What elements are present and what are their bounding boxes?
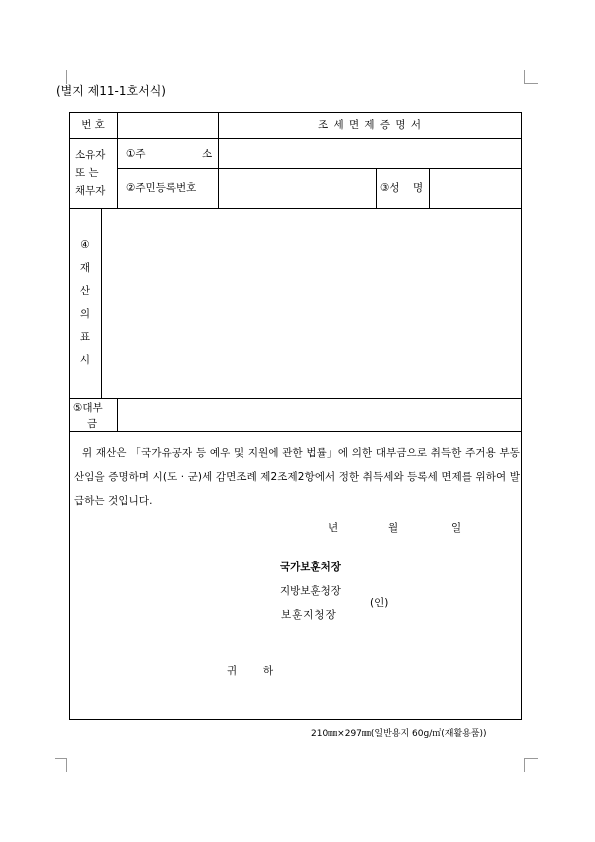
address-label-end: 소 [202, 148, 213, 160]
table-border-right [521, 112, 522, 720]
loan-label-2: 금 [87, 418, 98, 430]
col-divider [376, 168, 377, 208]
seal-mark: (인) [370, 597, 389, 609]
name-field[interactable] [430, 169, 521, 208]
date-year-label: 년 [328, 522, 339, 534]
name-label-end: 명 [413, 182, 424, 194]
resident-number-label: ②주민등록번호 [126, 182, 197, 194]
table-border-bottom [69, 719, 522, 720]
recipient-label-1: 귀 [227, 665, 238, 677]
form-label: (별지 제11-1호서식) [56, 84, 166, 98]
property-label-5: 표 [79, 331, 91, 343]
document-title: 조 세 면 제 증 명 서 [317, 119, 423, 131]
crop-mark [66, 70, 67, 84]
loan-label-1: ⑤대부 [73, 402, 103, 414]
issuer-branch: 보훈지청장 [281, 609, 337, 621]
row-divider [69, 431, 522, 432]
address-field[interactable] [219, 139, 521, 168]
property-label-2: 재 [79, 262, 91, 274]
crop-mark [524, 83, 538, 84]
col-divider [117, 112, 118, 208]
owner-label-2: 또 는 [75, 167, 99, 179]
property-label-4: 의 [79, 308, 91, 320]
name-label: ③성 [380, 182, 400, 194]
date-month-label: 월 [388, 522, 399, 534]
certification-paragraph: 위 재산은 「국가유공자 등 예우 및 지원에 관한 법률」에 의한 대부금으로 취득한 주거용 부동산임을 증명하며 시(도 · 군)세 감면조례 제2조제2항에서 정한 취득세와 등록세 면제를 위하여 발급하는 것입니다. [74, 447, 520, 507]
paper-spec: 210㎜×297㎜(일반용지 60g/㎡(재활용품)) [311, 729, 487, 739]
owner-label-1: 소유자 [75, 149, 106, 161]
address-label: ①주 [126, 148, 146, 160]
table-border-left [69, 112, 70, 720]
property-label-3: 산 [79, 285, 91, 297]
issuer-regional: 지방보훈청장 [280, 585, 341, 597]
recipient-label-2: 하 [263, 665, 274, 677]
crop-mark [66, 758, 67, 772]
owner-label-3: 채무자 [75, 185, 106, 197]
crop-mark [524, 758, 525, 772]
property-label-1: ④ [80, 239, 90, 251]
number-label: 번 호 [81, 119, 105, 131]
property-field[interactable] [102, 209, 521, 398]
date-day-label: 일 [451, 522, 462, 534]
crop-mark [524, 758, 538, 759]
resident-number-field[interactable] [219, 169, 376, 208]
loan-amount-field[interactable] [118, 399, 521, 431]
certification-text [74, 441, 520, 513]
crop-mark [524, 70, 525, 84]
table-border-top [69, 112, 522, 113]
issuer-main: 국가보훈처장 [280, 561, 341, 573]
property-label-6: 시 [79, 354, 91, 366]
